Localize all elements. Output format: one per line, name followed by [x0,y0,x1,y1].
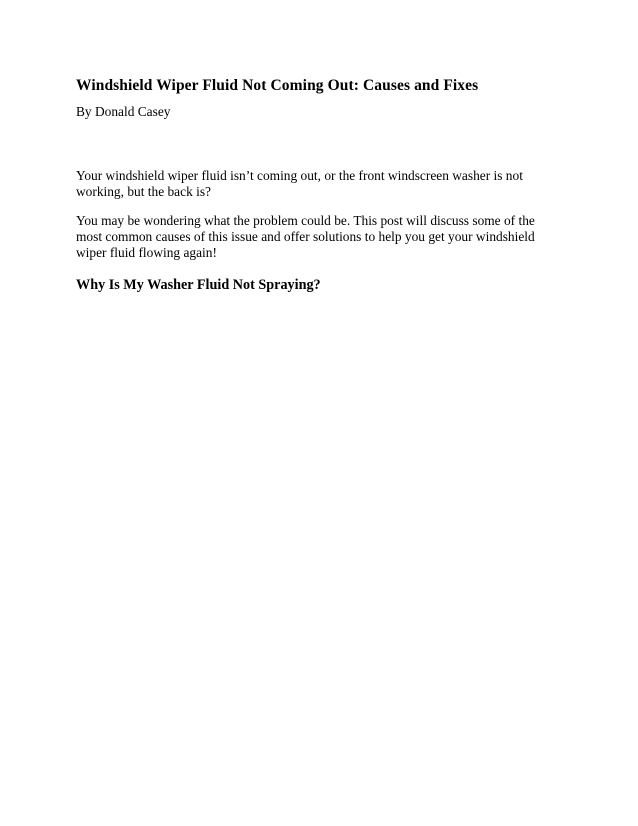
document-body [76,76,562,295]
section-heading: Why Is My Washer Fluid Not Spraying? [76,277,321,293]
body-paragraph: You may be wondering what the problem could be. This post will discuss some of the most common causes of this issue and offer solutions to help you get your windshield wiper fluid flowing again! [76,213,535,260]
intro-paragraph: Your windshield wiper fluid isn’t coming out, or the front windscreen washer is not working, but the back is? [76,168,523,199]
article-title: Windshield Wiper Fluid Not Coming Out: Causes and Fixes [76,77,479,94]
author-byline: By Donald Casey [76,104,171,119]
